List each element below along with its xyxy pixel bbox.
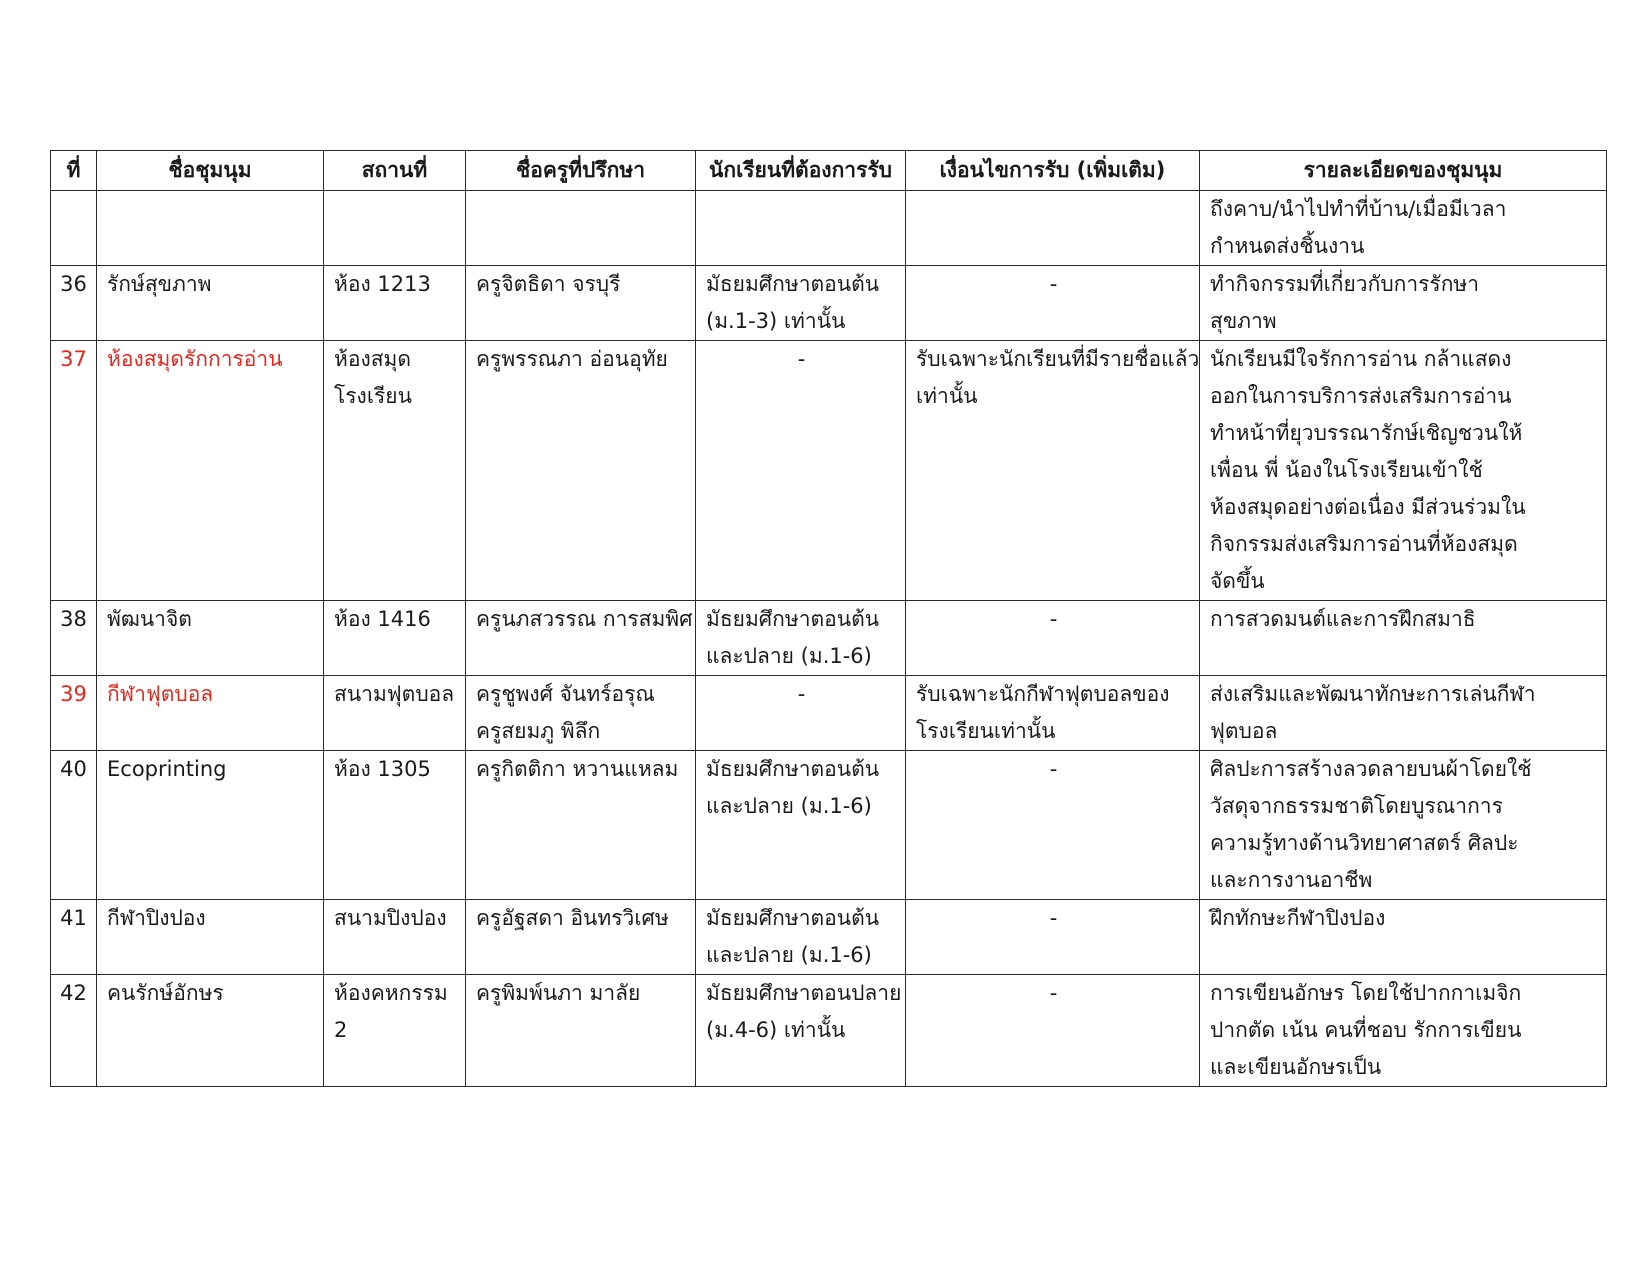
header-details: รายละเอียดของชุมนุม [1200, 151, 1607, 191]
table-header-row [51, 151, 1607, 191]
cell-advisor-line: ครูจิตธิดา จรบุรี [476, 272, 621, 296]
cell-students [696, 676, 906, 751]
cell-no: 40 [51, 751, 97, 900]
cell-details [1200, 900, 1607, 975]
cell-details-line: เพื่อน พี่ น้องในโรงเรียนเข้าใช้ [1210, 458, 1483, 482]
cell-details-line: ทำหน้าที่ยุวบรรณารักษ์เชิญชวนให้ [1210, 421, 1523, 445]
cell-advisor [466, 341, 696, 601]
cell-conditions-line: - [1049, 272, 1058, 296]
cell-location [324, 900, 466, 975]
cell-advisor [466, 266, 696, 341]
cell-no: 39 [51, 676, 97, 751]
cell-advisor [466, 975, 696, 1087]
cell-club-name: ห้องสมุดรักการอ่าน [97, 341, 324, 601]
cell-conditions [906, 676, 1200, 751]
cell-advisor-line: ครูอัฐสดา อินทรวิเศษ [476, 906, 669, 930]
cell-details-line: นักเรียนมีใจรักการอ่าน กล้าแสดง [1210, 347, 1512, 371]
cell-advisor [466, 601, 696, 676]
club-table [50, 150, 1607, 1087]
cell-students [696, 266, 906, 341]
cell-club-name: กีฬาฟุตบอล [97, 676, 324, 751]
header-advisor: ชื่อครูที่ปรึกษา [466, 151, 696, 191]
cell-advisor-line: ครูสยมภู พิลึก [476, 719, 601, 743]
cell-no: 38 [51, 601, 97, 676]
cell-conditions [906, 266, 1200, 341]
table-body [51, 191, 1607, 1087]
cell-advisor-line: ครูนภสวรรณ การสมพิศ [476, 607, 693, 631]
cell-students-line: มัธยมศึกษาตอนต้น [706, 757, 880, 781]
cell-details-line: จัดขึ้น [1210, 569, 1265, 593]
cell-conditions-line: - [1049, 981, 1058, 1005]
cell-students-line: มัธยมศึกษาตอนต้น [706, 607, 880, 631]
cell-students-line: - [797, 347, 806, 371]
cell-location [324, 676, 466, 751]
cell-location-line: โรงเรียน [334, 384, 412, 408]
cell-conditions-line: - [1049, 757, 1058, 781]
cell-location-line: ห้อง 1305 [334, 757, 431, 781]
cell-details-line: วัสดุจากธรรมชาติโดยบูรณาการ [1210, 794, 1503, 818]
header-conditions: เงื่อนไขการรับ (เพิ่มเติม) [906, 151, 1200, 191]
cell-students-line: และปลาย (ม.1-6) [706, 943, 872, 967]
cell-details-line: ความรู้ทางด้านวิทยาศาสตร์ ศิลปะ [1210, 831, 1519, 855]
cell-location-line: ห้อง 1416 [334, 607, 431, 631]
cell-students [696, 191, 906, 266]
cell-students-line: มัธยมศึกษาตอนต้น [706, 906, 880, 930]
cell-students [696, 601, 906, 676]
table-row [51, 900, 1607, 975]
cell-details [1200, 975, 1607, 1087]
cell-details-line: ถึงคาบ/นำไปทำที่บ้าน/เมื่อมีเวลา [1210, 197, 1507, 221]
cell-details-line: สุขภาพ [1210, 309, 1277, 333]
cell-location-line: สนามปิงปอง [334, 906, 447, 930]
cell-details-line: กำหนดส่งชิ้นงาน [1210, 234, 1365, 258]
cell-students-line: และปลาย (ม.1-6) [706, 644, 872, 668]
cell-details [1200, 191, 1607, 266]
cell-details-line: ออกในการบริการส่งเสริมการอ่าน [1210, 384, 1512, 408]
cell-conditions-line: - [1049, 906, 1058, 930]
cell-advisor-line: ครูพิมพ์นภา มาลัย [476, 981, 641, 1005]
table-row [51, 341, 1607, 601]
cell-location-line: 2 [334, 1018, 348, 1042]
cell-location-line: ห้อง 1213 [334, 272, 431, 296]
cell-location [324, 975, 466, 1087]
cell-students-line: (ม.1-3) เท่านั้น [706, 309, 846, 333]
cell-details [1200, 751, 1607, 900]
cell-students-line: (ม.4-6) เท่านั้น [706, 1018, 846, 1042]
cell-details [1200, 676, 1607, 751]
cell-students [696, 900, 906, 975]
cell-club-name: Ecoprinting [97, 751, 324, 900]
cell-students-line: มัธยมศึกษาตอนปลาย [706, 981, 902, 1005]
cell-details-line: การสวดมนต์และการฝึกสมาธิ [1210, 607, 1476, 631]
cell-conditions-line: โรงเรียนเท่านั้น [916, 719, 1056, 743]
cell-advisor-line: ครูชูพงศ์ จันทร์อรุณ [476, 682, 655, 706]
cell-location-line: ห้องสมุด [334, 347, 412, 371]
table-row [51, 266, 1607, 341]
cell-conditions [906, 900, 1200, 975]
cell-details [1200, 601, 1607, 676]
cell-students-line: มัธยมศึกษาตอนต้น [706, 272, 880, 296]
cell-details-line: ทำกิจกรรมที่เกี่ยวกับการรักษา [1210, 272, 1480, 296]
cell-club-name: พัฒนาจิต [97, 601, 324, 676]
cell-no: 42 [51, 975, 97, 1087]
header-students: นักเรียนที่ต้องการรับ [696, 151, 906, 191]
cell-details [1200, 341, 1607, 601]
cell-details [1200, 266, 1607, 341]
cell-location [324, 266, 466, 341]
cell-details-line: ศิลปะการสร้างลวดลายบนผ้าโดยใช้ [1210, 757, 1532, 781]
cell-students [696, 341, 906, 601]
cell-details-line: ฟุตบอล [1210, 719, 1278, 743]
cell-details-line: กิจกรรมส่งเสริมการอ่านที่ห้องสมุด [1210, 532, 1518, 556]
table-row [51, 751, 1607, 900]
header-location: สถานที่ [324, 151, 466, 191]
cell-location-line: ห้องคหกรรม [334, 981, 448, 1005]
cell-details-line: การเขียนอักษร โดยใช้ปากกาเมจิก [1210, 981, 1522, 1005]
cell-details-line: ห้องสมุดอย่างต่อเนื่อง มีส่วนร่วมใน [1210, 495, 1526, 519]
cell-conditions-line: - [1049, 607, 1058, 631]
table-row [51, 601, 1607, 676]
cell-advisor [466, 676, 696, 751]
cell-no: 41 [51, 900, 97, 975]
table-row [51, 191, 1607, 266]
cell-conditions [906, 601, 1200, 676]
cell-no: 36 [51, 266, 97, 341]
cell-club-name: รักษ์สุขภาพ [97, 266, 324, 341]
cell-no: 37 [51, 341, 97, 601]
cell-details-line: ฝึกทักษะกีฬาปิงปอง [1210, 906, 1386, 930]
cell-conditions [906, 191, 1200, 266]
cell-location [324, 751, 466, 900]
cell-advisor-line: ครูกิตติกา หวานแหลม [476, 757, 679, 781]
club-list-page [50, 150, 1606, 1087]
cell-advisor [466, 191, 696, 266]
cell-conditions [906, 341, 1200, 601]
cell-students [696, 975, 906, 1087]
cell-students [696, 751, 906, 900]
cell-conditions [906, 751, 1200, 900]
cell-no [51, 191, 97, 266]
cell-location [324, 601, 466, 676]
table-row [51, 676, 1607, 751]
cell-details-line: ปากตัด เน้น คนที่ชอบ รักการเขียน [1210, 1018, 1522, 1042]
cell-students-line: และปลาย (ม.1-6) [706, 794, 872, 818]
cell-conditions-line: เท่านั้น [916, 384, 978, 408]
cell-conditions-line: รับเฉพาะนักกีฬาฟุตบอลของ [916, 682, 1170, 706]
cell-advisor-line: ครูพรรณภา อ่อนอุทัย [476, 347, 668, 371]
cell-conditions-line: รับเฉพาะนักเรียนที่มีรายชื่อแล้ว [916, 347, 1200, 371]
cell-location [324, 341, 466, 601]
cell-students-line: - [797, 682, 806, 706]
cell-location-line: สนามฟุตบอล [334, 682, 455, 706]
cell-advisor [466, 900, 696, 975]
header-no: ที่ [51, 151, 97, 191]
table-row [51, 975, 1607, 1087]
cell-club-name: คนรักษ์อักษร [97, 975, 324, 1087]
cell-club-name [97, 191, 324, 266]
cell-details-line: ส่งเสริมและพัฒนาทักษะการเล่นกีฬา [1210, 682, 1536, 706]
cell-advisor [466, 751, 696, 900]
header-club-name: ชื่อชุมนุม [97, 151, 324, 191]
cell-club-name: กีฬาปิงปอง [97, 900, 324, 975]
cell-details-line: และเขียนอักษรเป็น [1210, 1055, 1382, 1079]
cell-details-line: และการงานอาชีพ [1210, 868, 1373, 892]
cell-location [324, 191, 466, 266]
cell-conditions [906, 975, 1200, 1087]
